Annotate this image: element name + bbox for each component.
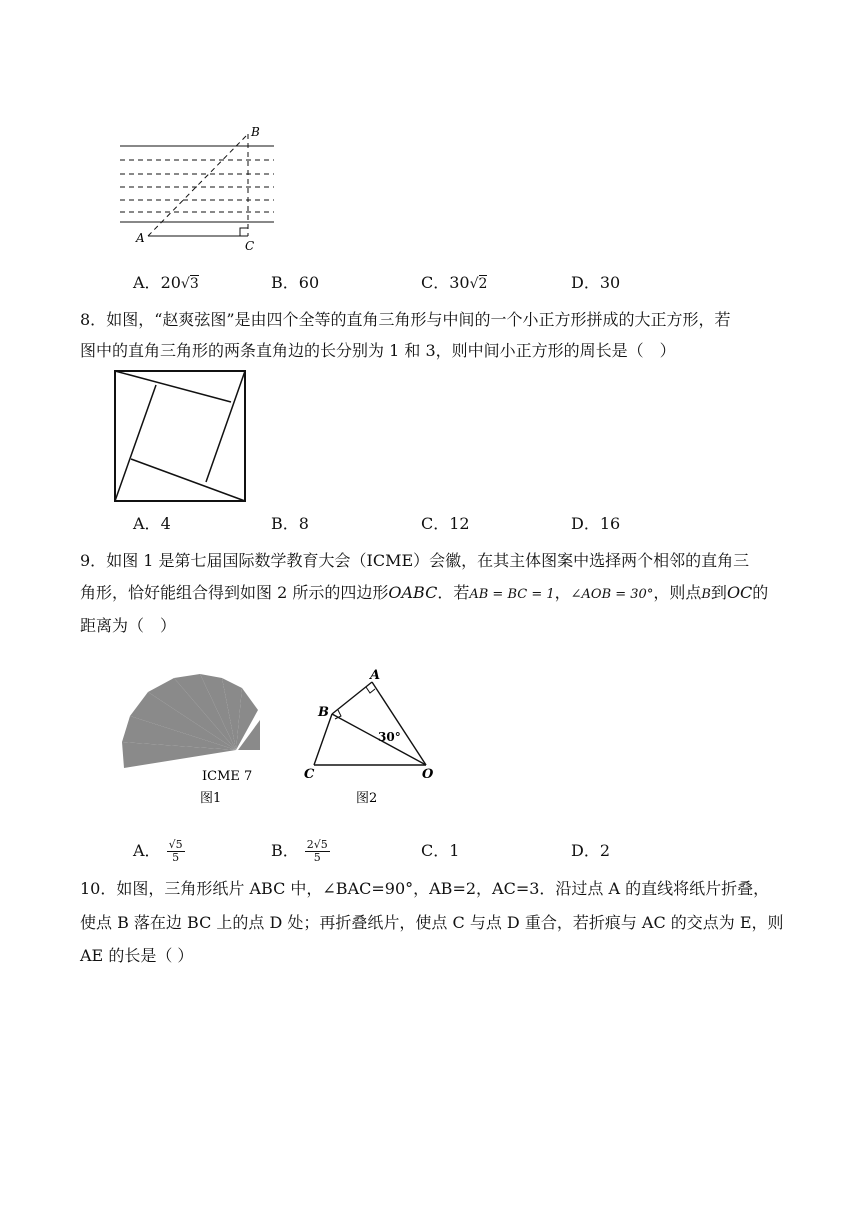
q9-edge-ab [332, 682, 372, 714]
q10-text-3: AE 的长是（ ） [80, 946, 194, 965]
sqrt-symbol: √ [469, 276, 479, 292]
q7-option-d-value: 30 [599, 273, 621, 292]
q8-option-c-letter: C． [421, 514, 450, 533]
q9-label-a: A [370, 668, 381, 683]
q8-option-a-letter: A． [133, 514, 161, 533]
q9-text-3: 距离为（ ） [80, 616, 177, 635]
q7-option-a-radicand: 3 [189, 276, 199, 292]
q8-option-d[interactable] [571, 514, 620, 534]
q7-option-a-value: 20 [160, 273, 181, 292]
q8-option-b[interactable] [271, 514, 309, 534]
q8-option-b-letter: B． [271, 514, 299, 533]
q8-zhao-shuang-figure [112, 368, 248, 504]
q8-triangle-leg [115, 371, 231, 402]
q10-stem-line2 [80, 912, 784, 934]
q9-option-d-value: 2 [599, 841, 611, 860]
q9-stem-line2 [80, 582, 780, 606]
q7-option-c-radicand: 2 [478, 276, 488, 292]
q9-icme-logo-figure [118, 670, 268, 810]
q8-stem-line1 [80, 309, 780, 331]
q9-quadrilateral-figure [300, 664, 450, 810]
q10-number: 10． [80, 879, 117, 898]
q9-point-b: B [701, 587, 711, 602]
q8-triangle-leg [131, 459, 245, 501]
q7-label-a: A [136, 231, 145, 245]
q9-option-a-letter: A． [133, 841, 161, 860]
q8-triangle-legs [115, 371, 245, 501]
q9-text-2c: ， [554, 583, 571, 602]
q8-stem-line2 [80, 340, 780, 362]
q10-text-1: 如图，三角形纸片 ABC 中，∠BAC=90°，AB=2，AC=3．沿过点 A 的直线将纸片折叠， [116, 879, 770, 898]
q7-river-figure [110, 122, 290, 252]
q9-label-b: B [318, 705, 329, 720]
q8-triangle-leg [206, 371, 245, 482]
q9-option-b-fraction [305, 839, 330, 864]
q9-option-b[interactable] [271, 834, 330, 868]
q9-option-b-numerator: 2√5 [306, 838, 328, 851]
sqrt-symbol: √ [180, 276, 190, 292]
q8-outer-square [115, 371, 245, 501]
q9-angle-label: 30° [378, 730, 401, 744]
q9-label-o: O [422, 767, 434, 782]
q9-label-c: C [304, 767, 315, 782]
q7-option-b-letter: B． [271, 273, 299, 292]
q7-option-a-letter: A． [133, 273, 161, 292]
q9-fig1-caption: 图1 [200, 791, 222, 806]
q7-option-d-letter: D． [571, 273, 600, 292]
q9-equation: AB = BC = 1 [469, 587, 555, 602]
q8-option-b-value: 8 [298, 514, 309, 533]
q9-option-c-value: 1 [449, 841, 460, 860]
q7-label-b: B [251, 125, 260, 139]
q7-option-c[interactable] [421, 273, 487, 294]
q9-stem-line3 [80, 615, 780, 637]
q8-option-d-value: 16 [599, 514, 621, 533]
q9-option-d-letter: D． [571, 841, 600, 860]
q8-text-1: 如图，“赵爽弦图”是由四个全等的直角三角形与中间的一个小正方形拼成的大正方形，若 [106, 310, 731, 329]
q7-segment-ab [148, 134, 248, 236]
q7-option-c-letter: C． [421, 273, 450, 292]
q9-option-c-letter: C． [421, 841, 450, 860]
q8-text-2: 图中的直角三角形的两条直角边的长分别为 1 和 3，则中间小正方形的周长是（ ） [80, 341, 676, 360]
q8-small-square [115, 371, 245, 501]
q9-right-angle-a [366, 687, 375, 693]
q8-option-c-value: 12 [449, 514, 470, 533]
q8-number: 8． [80, 310, 107, 329]
q7-option-c-value: 30 [449, 273, 470, 292]
q9-quad-name: OABC [388, 583, 438, 602]
q9-text-2a: 角形，恰好能组合得到如图 2 所示的四边形 [80, 583, 389, 602]
q8-option-a-value: 4 [160, 514, 171, 533]
q9-text-1: 如图 1 是第七届国际数学教育大会（ICME）会徽，在其主体图案中选择两个相邻的直角三 [106, 551, 750, 570]
q9-option-a-fraction [167, 839, 185, 864]
q9-text-2f: 的 [752, 583, 769, 602]
q10-stem-line3 [80, 945, 780, 967]
q7-dashed-lines [120, 160, 274, 212]
q8-triangle-leg [115, 385, 156, 501]
q9-text-2d: ，则点 [653, 583, 702, 602]
q9-text-2b: ．若 [437, 583, 470, 602]
q9-option-a-numerator: √5 [168, 838, 183, 851]
q9-quad-edges [314, 682, 426, 765]
q7-option-d[interactable] [571, 273, 620, 293]
q7-option-a[interactable] [133, 273, 199, 294]
q9-segment-oc: OC [726, 583, 753, 602]
q7-option-b[interactable] [271, 273, 319, 293]
q9-edge-bc [314, 714, 332, 765]
q8-option-a[interactable] [133, 514, 171, 534]
q9-option-b-denominator: 5 [313, 851, 321, 864]
q9-option-b-letter: B． [271, 841, 299, 860]
q8-option-d-letter: D． [571, 514, 600, 533]
q9-option-a-denominator: 5 [172, 851, 180, 864]
q7-option-b-value: 60 [298, 273, 320, 292]
q9-option-d[interactable] [571, 841, 610, 861]
q10-stem-line1 [80, 878, 780, 900]
q7-right-angle-mark [240, 228, 248, 236]
q9-number: 9． [80, 551, 107, 570]
q8-center-square [131, 385, 231, 482]
q10-text-2: 使点 B 落在边 BC 上的点 D 处；再折叠纸片，使点 C 与点 D 重合，若折痕与 AC 的交点为 E，则 [80, 913, 784, 932]
q9-text-2e: 到 [710, 583, 727, 602]
q8-option-c[interactable] [421, 514, 470, 534]
q9-option-c[interactable] [421, 841, 459, 861]
q9-stem-line1 [80, 550, 780, 572]
q9-logo-triangles [122, 674, 260, 768]
q9-edge-oa [372, 682, 426, 765]
q9-fig2-caption: 图2 [356, 791, 378, 806]
q9-option-a[interactable] [133, 834, 185, 868]
q9-logo-caption: ICME 7 [202, 769, 253, 784]
q9-angle: ∠AOB = 30° [570, 587, 654, 602]
q7-label-c: C [245, 239, 255, 252]
